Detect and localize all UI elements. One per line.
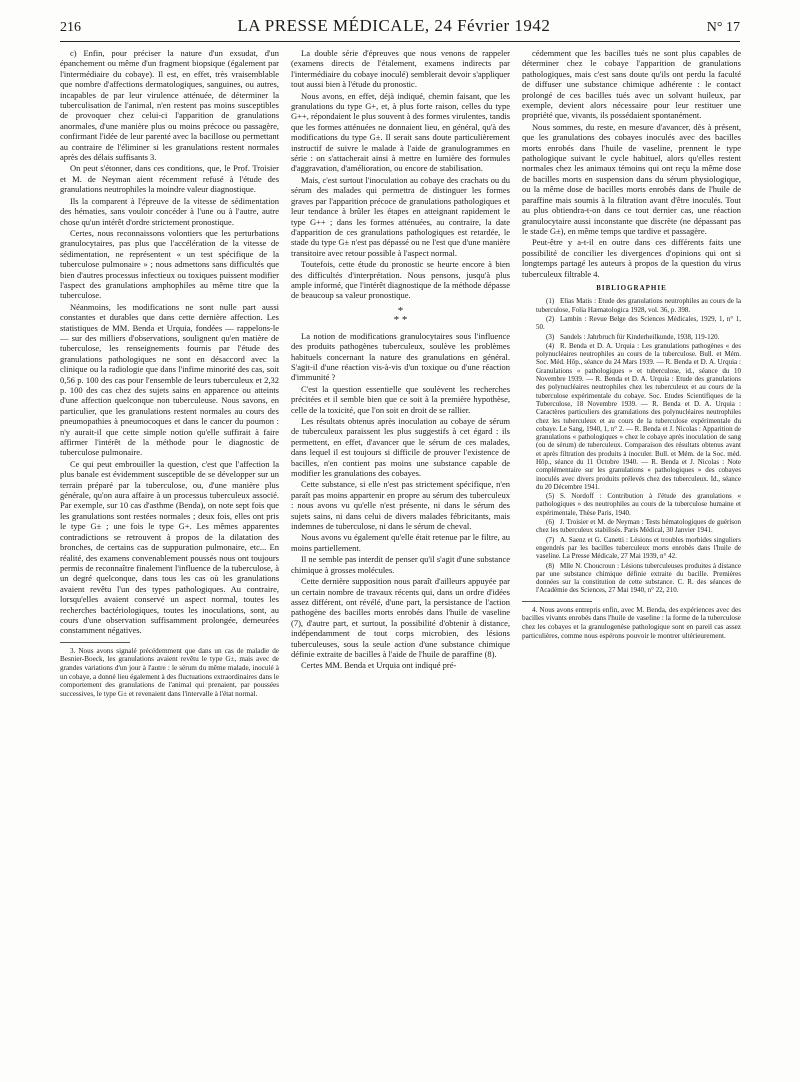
col2b-body	[291, 331, 510, 671]
paragraph: Cette dernière supposition nous paraît d'ailleurs appuyée par un certain nombre de travaux récents qui, dans un ordre d'idées assez différent, ont révélé, d'une part, la persistance de l'action pathogène des bacilles morts enrobés dans l'huile de vaseline (7), d'autre part, et surtout, la possibilité d'obtenir à distance, indépendamment de tout corps microbien, des lésions tuberculeuses, sous la seule action d'une substance chimique définie extraite de bacilles à l'aide de l'huile de paraffine (8).	[291, 576, 510, 659]
paragraph: Nous avons, en effet, déjà indiqué, chemin faisant, que les granulations du type G+, et, à plus forte raison, celles du type G++, répondaient le plus souvent à des formes virulentes, tandis que les formes atténuées ne donnaient lieu, en général, qu'à des modifications du type G±. Il serait sans doute particulièrement instructif de suivre le malade à l'aide de granulogrammes en série : on s'attacherait ainsi à mettre en lumière des formules d'aggravation, d'amélioration, ou encore de stabilisation.	[291, 90, 510, 174]
page-header	[60, 16, 740, 42]
bibliography-text: Lambin : Revue Belge des Sciences Médicales, 1929, 1, n° 1, 50.	[536, 314, 741, 332]
bibliography-text: Mlle N. Choucroun : Lésions tuberculeuses produites à distance par une substance chimique définie extraite du bacille. Premières données sur la constitution de cette substance. C. R. des séances de l'Académie des Sciences, 27 Mai 1940, n° 22, 210.	[536, 561, 741, 595]
bibliography-number: (1)	[546, 297, 555, 306]
bibliography-entry	[522, 518, 741, 535]
paragraph: Certes, nous reconnaissons volontiers que les perturbations granulocytaires, pas plus que l'accélération de la vitesse de sédimentation, ne représentent « un test spécifique de la tuberculose pulmonaire » ; nous admettons sans difficultés que bien d'autres processus infectieux ou toxiques puissent modifier l'aspect des granulations amphophiles au même titre que la tuberculose.	[60, 227, 279, 301]
bibliography-entry	[522, 297, 741, 314]
bibliography-text: Elias Matis : Etude des granulations neutrophiles au cours de la tuberculose, Folia Hæmatologica 1928, vol. 36, p. 398.	[536, 297, 741, 314]
bibliography-number: (5)	[546, 492, 555, 501]
col1-body	[60, 48, 279, 636]
paragraph: cédemment que les bacilles tués ne sont plus capables de déterminer chez le cobaye l'apparition de granulations pathologiques, mais c'est sans doute qu'ils ont perdu la faculté de diffuser une substance chimique adhérente : le contact prolongé de ces bacilles tués avec un solvant huileux, par exemple, devient alors nécessaire pour leur restituer une propriété que, vivants, ils possédaient spontanément.	[522, 48, 741, 121]
bibliography-entry	[522, 492, 741, 517]
bibliography-text: R. Benda et D. A. Urquia : Les granulations pathogènes « des polynucléaires neutrophiles au cours de la tuberculose. Bull. et Mém. Soc. Méd. Hôp., séance du 24 Mars 1939. — R. Benda et D. A. Urquia : Granulations « pathologiques » et tuberculose, id., séance du 10 Novembre 1939. — R. Benda et D. A. Urquia : Etude des granulations des polynucléaires neutrophiles chez les tuberculeux et au cours de la tuberculose expérimentale du cobaye. Soc. Etudes Scientifiques de la Tuberculose, 18 Novembre 1939. — R. Benda et D. A. Urquia : Caractères particuliers des granulations des polynucléaires neutrophiles chez les tuberculeux et au cours de la tuberculose expérimentale du cobaye. Le Sang, 1940, 1, n° 2. — R. Benda et J. Nicolas : Apparition de granulations « pathologiques » chez le cobaye après inoculation de sang (ou de sérum) de tuberculeux. Comparaison des résultats obtenus avant et après filtration des produits à inoculer. Bull. et Mém. de la Soc. méd. Hôp., séance du 11 Octobre 1940. — R. Benda et J. Nicolas : Note complémentaire sur les granulations « pathologiques » des cobayes inoculés avec divers produits prélevés chez des tuberculeux. Id., séance du 20 Décembre 1941.	[536, 341, 741, 491]
paragraph: Ce qui peut embrouiller la question, c'est que l'affection la plus banale est évidemment susceptible de se développer sur un terrain préparé par la tuberculose, ou, d'une manière plus générale, qu'on aura affaire à un processus tuberculeux associé. Par exemple, sur 10 cas d'asthme (Benda), on note sept fois que les granulations sont restées normales ; deux fois, elles ont pris le type G± ; une fois le type G+. Les mêmes apparentes contradictions se retrouvent à propos de la dilatation des bronches, de certains cas de suppuration pulmonaire, etc... En réalité, des examens convenablement poussés nous ont toujours permis de reconnaître finalement l'influence de la tuberculose, à un degré quelconque, dans tous les cas où les granulations avaient revêtu l'un des types pathologiques. Au contraire, lorsqu'elles avaient conservé un aspect normal, toutes les recherches bactériologiques, toutes les inoculations, sont, au cours d'une observation suffisamment prolongée, demeurées constamment négatives.	[60, 458, 279, 636]
paragraph: Cette substance, si elle n'est pas strictement spécifique, n'en paraît pas moins appartenir en propre au sérum des tuberculeux : nous avons vu qu'elle n'est présente, ni dans le sérum des sujets sains, ni dans celui de divers malades fébricitants, mais indemnes de tuberculose, ni dans le sérum de cheval.	[291, 479, 510, 532]
paragraph: C'est la question essentielle que soulèvent les recherches précitées et il semble bien que ce soit à la première hypothèse, celle de la toxicité, que l'on soit en droit de se rallier.	[291, 383, 510, 415]
paragraph: Les résultats obtenus après inoculation au cobaye de sérum de tuberculeux paraissent les plus suggestifs à cet égard : ils permettent, en effet, d'avancer que le sérum de ces malades, dans lequel il est toujours si difficile de prouver l'existence de bacilles, n'en contient pas moins une substance capable de modifier les granulations des cobayes.	[291, 416, 510, 479]
footnote-separator	[60, 642, 130, 643]
bibliography-text: Sandels : Jahrbruch für Kinderheilkunde, 1938, 119-120.	[560, 332, 720, 341]
paragraph: c) Enfin, pour préciser la nature d'un exsudat, d'un épanchement ou même d'un fragment biopsique (également par l'intermédiaire du cobaye). Il est, en effet, très vraisemblable que nombre d'affections dermatologiques, sanguines, ou autres, incapables de par leur virulence atténuée, de déterminer la tuberculisation de l'animal, n'en restent pas moins susceptibles de provoquer chez celui-ci l'apparition de granulations anormales, d'une manière plus ou moins précoce ou passagère, confirmant l'idée de leur parenté avec la bacillose ou permettant au contraire de l'éliminer si les granulations restent normales après des délais suffisants 3.	[60, 48, 279, 163]
footnote-separator	[522, 601, 592, 602]
paragraph: On peut s'étonner, dans ces conditions, que, le Prof. Troisier et M. de Neyman aient récemment refusé à l'étude des granulations neutrophiles la moindre valeur diagnostique.	[60, 163, 279, 195]
bibliography-entry	[522, 536, 741, 561]
footnote-3: 3. Nous avons signalé précédemment que dans un cas de maladie de Besnier-Boeck, les granulations avaient revêtu le type G±, mais avec de grandes variations d'un jour à l'autre : le sérum du même malade, inoculé à un cobaye, a donné lieu également à des fluctuations extraordinaires dans le comportement des granulations de l'animal qui prenaient, par poussées successives, le type G± et revenaient dans l'intervalle à l'état normal.	[60, 646, 279, 698]
paragraph: Il ne semble pas interdit de penser qu'il s'agit d'une substance chimique à grosses molécules.	[291, 554, 510, 575]
paragraph: Ils la comparent à l'épreuve de la vitesse de sédimentation des hématies, sans vouloir concéder à l'une ou à l'autre, autre chose qu'un intérêt d'ordre strictement pronostique.	[60, 195, 279, 227]
paragraph: Néanmoins, les modifications ne sont nulle part aussi constantes et durables que dans cette dernière affection. Les statistiques de MM. Benda et Urquia, fondées — rappelons-le — sur des milliers d'observations, soulignent qu'en matière de tuberculose, les renseignements fournis par l'étude des granulations pathologiques ne sont en désaccord avec la clinique ou la radiologie que dans l'infime minorité des cas, soit 0,56 p. 100 des cas pour l'ensemble de leurs tuberculeux et 2,32 p. 100 des cas chez des sujets sains en apparence ou atteints d'une affection quelconque non tuberculeuse. Nous savons, en particulier, que les granulations restent normales au cours des pneumopathies à pneumocoques et dans le cancer du poumon : n'y aurait-il que cette simple notion qu'elle suffirait à faire affirmer l'intérêt de la méthode pour le diagnostic de tuberculose pulmonaire.	[60, 301, 279, 458]
paragraph: Mais, c'est surtout l'inoculation au cobaye des crachats ou du sérum des malades qui permettra de distinguer les formes graves par l'apparition précoce de granulations pathologiques et leur tendance à brûler les étapes en atteignant rapidement le type G++ ; dans les formes atténuées, au contraire, la date d'apparition de ces granulations pathologiques est retardée, le stade du type G± n'est pas dépassé ou ne l'est que d'une manière transitoire avec retour possible à l'aspect normal.	[291, 174, 510, 258]
page-number: 216	[60, 20, 81, 35]
text-columns	[60, 48, 742, 1068]
bibliography-number: (7)	[546, 535, 555, 544]
paragraph: La notion de modifications granulocytaires sous l'influence des produits pathogènes tuberculeux, soulève les problèmes habituels concernant la nature des granulations en général. S'agit-il d'une réaction vis-à-vis d'un toxique ou d'une réaction d'immunité ?	[291, 330, 510, 383]
bibliography-number: (2)	[546, 314, 555, 323]
paragraph: La double série d'épreuves que nous venons de rappeler (examens directs de l'étalement, examens indirects par l'intermédiaire du cobaye inoculé) semblerait devoir s'appliquer tout aussi bien à l'étude du pronostic.	[291, 48, 510, 90]
bibliography-title: BIBLIOGRAPHIE	[596, 283, 667, 292]
issue-number: N° 17	[706, 20, 740, 35]
paragraph: Certes MM. Benda et Urquia ont indiqué pré-	[301, 660, 457, 671]
col2a-body	[291, 48, 510, 301]
bibliography-text: A. Saenz et G. Canetti : Lésions et troubles morbides singuliers engendrés par les bacilles tuberculeux morts enrobés dans l'huile de vaseline. La Presse Médicale, 27 Mai 1939, n° 42.	[536, 535, 741, 561]
column-right	[522, 48, 741, 1068]
bibliography-entry	[522, 315, 741, 332]
bibliography-entry	[522, 333, 741, 341]
paragraph: Nous sommes, du reste, en mesure d'avancer, dès à présent, que les granulations des cobayes inoculés avec des bacilles morts enrobés dans l'huile de vaseline, prennent le type pathologique suivant le cycle habituel, alors qu'elles restent normales chez les animaux témoins qui ont reçu la même dose de bacilles morts en suspension dans du sérum physiologique, ou la même dose de bacilles morts enrobés dans de l'huile de paraffine mais soumis à la filtration avant d'être inoculés. Tout au plus obtiendra-t-on dans ce tout dernier cas, une réaction granulocytaire aussi inconstante que discrète (ne dépassant pas le stade G±), en même temps que tardive et passagère.	[522, 121, 741, 236]
bibliography-text: J. Troisier et M. de Neyman : Tests hématologiques de guérison chez les tuberculeux stabilisés. Paris Médical, 30 Janvier 1941.	[536, 518, 741, 535]
footnote-4: 4. Nous avons entrepris enfin, avec M. Benda, des expériences avec des bacilles vivants enrobés dans l'huile de vaseline : la forme de la tuberculose chez les cobayes et la granulogenèse pathologique sont en pareil cas assez particulières, comme nous espérons pouvoir le montrer ultérieurement.	[522, 605, 741, 640]
journal-title: LA PRESSE MÉDICALE, 24 Février 1942	[237, 16, 551, 35]
bibliography-number: (3)	[546, 332, 555, 341]
column-middle	[291, 48, 510, 1068]
bibliography-list	[522, 297, 741, 594]
paragraph: Peut-être y a-t-il en outre dans ces différents faits une possibilité de concilier les divergences d'opinions qui ont si longtemps partagé les auteurs à propos de la question du virus tuberculeux filtrable 4.	[522, 237, 741, 279]
column-left	[60, 48, 279, 1068]
bibliography-entry	[522, 342, 741, 491]
bibliography-text: S. Nordoff : Contribution à l'étude des granulations « pathologiques » des neutrophiles au cours de la tuberculose humaine et expérimentale, Thèse Paris, 1940.	[536, 492, 741, 517]
paragraph: Toutefois, cette étude du pronostic se heurte encore à bien des difficultés d'interprétation. Nous pensons, jusqu'à plus ample informé, que l'intérêt diagnostique de la méthode dépasse de beaucoup sa valeur pronostique.	[291, 259, 510, 301]
bibliography-number: (8)	[546, 561, 555, 570]
section-divider-stars: * * *	[393, 304, 408, 326]
bibliography-number: (6)	[546, 518, 555, 527]
bibliography-entry	[522, 562, 741, 595]
col3-body	[522, 48, 741, 279]
paragraph: Nous avons vu également qu'elle était retenue par le filtre, au moins partiellement.	[291, 532, 510, 553]
bibliography-number: (4)	[546, 341, 555, 350]
